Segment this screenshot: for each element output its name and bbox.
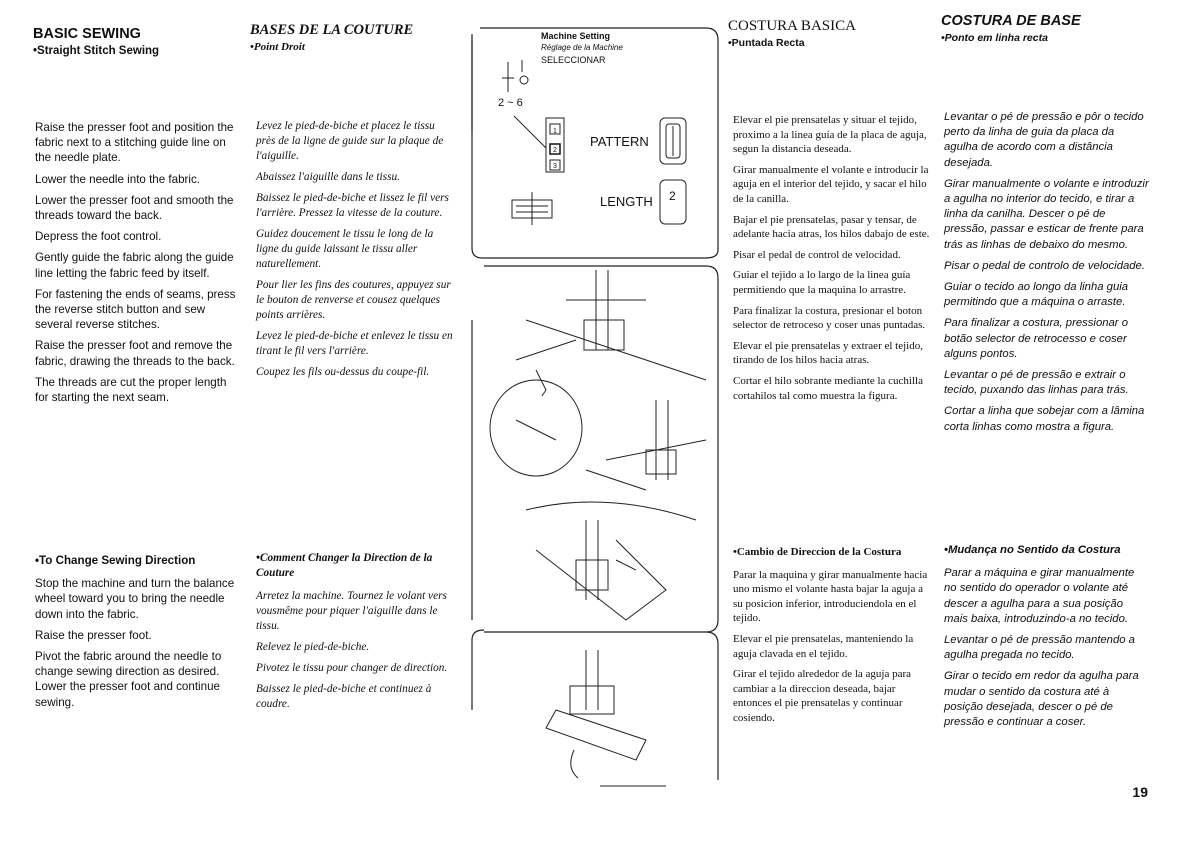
spanish-direction-title: •Cambio de Direccion de la Costura bbox=[733, 546, 902, 558]
portuguese-paragraph: Pisar o pedal de controlo de velocidade. bbox=[944, 259, 1145, 272]
french-direction-title: •Comment Changer la Direction de la Couture bbox=[256, 552, 433, 579]
french-direction-section bbox=[256, 551, 456, 718]
pivot-fabric-illustration bbox=[526, 502, 696, 620]
english-paragraph: Lower the presser foot and smooth the threads toward the back. bbox=[35, 193, 234, 223]
pattern-label: PATTERN bbox=[590, 134, 649, 149]
english-paragraph: Gently guide the fabric along the guide line letting the fabric feed by itself. bbox=[35, 251, 234, 280]
spanish-paragraph: Cortar el hilo sobrante mediante la cuchilla cortahilos tal como muestra la figura. bbox=[733, 374, 923, 402]
english-direction-title: •To Change Sewing Direction bbox=[35, 554, 196, 567]
thread-cutter-illustration bbox=[516, 400, 706, 490]
dial-number-3: 3 bbox=[553, 163, 557, 170]
french-paragraph: Abaissez l'aiguille dans le tissu. bbox=[256, 171, 400, 183]
portuguese-column bbox=[941, 13, 1161, 45]
spanish-paragraph: Pisar el pedal de control de velocidad. bbox=[733, 248, 901, 261]
english-paragraph: For fastening the ends of seams, press the reverse stitch button and sew several reverse stitches. bbox=[35, 287, 236, 332]
portuguese-paragraph: Girar manualmente o volante e introduzir a agulha no interior do tecido, e tirar a linha da canilha. Descer o pé de pressão, passar e esticar de frente para trás as linhas de debaixo do mesmo. bbox=[944, 177, 1149, 251]
english-paragraph: Depress the foot control. bbox=[35, 230, 162, 244]
spanish-paragraph: Guiar el tejido a lo largo de la linea guía permitiendo que la maquina lo arrastre. bbox=[733, 269, 911, 296]
spanish-paragraph: Elevar el pie prensatelas y situar el tejido, proximo a la linea guía de la placa de aguja, segun la distancia deseada. bbox=[733, 114, 927, 156]
presser-foot-guide-illustration bbox=[516, 270, 706, 396]
portuguese-paragraph: Guiar o tecido ao longo da linha guia permitindo que a máquina o arraste. bbox=[944, 281, 1129, 309]
english-paragraph: The threads are cut the proper length for starting the next seam. bbox=[35, 375, 227, 405]
sewing-illustrations bbox=[466, 20, 726, 800]
french-direction-paragraph: Baissez le pied-de-biche et continuez à coudre. bbox=[256, 683, 432, 710]
portuguese-body bbox=[944, 110, 1149, 441]
english-paragraph: Raise the presser foot and position the fabric next to a stitching guide line on the needle plate. bbox=[35, 121, 234, 165]
french-body bbox=[256, 119, 456, 386]
english-paragraph: Raise the presser foot and remove the fabric, drawing the threads to the back. bbox=[35, 339, 235, 368]
english-direction-paragraph: Raise the presser foot. bbox=[35, 628, 152, 642]
english-direction-section bbox=[35, 553, 245, 716]
spanish-paragraph: Girar manualmente el volante e introducir la aguja en el interior del tejido, y sacar el hilo de la canilla. bbox=[733, 163, 929, 205]
portuguese-paragraph: Levantar o pé de pressão e pôr o tecido perto da linha de guia da placa da agulha de acordo com a distância desejada. bbox=[944, 111, 1144, 169]
dial-number-1: 1 bbox=[553, 128, 557, 135]
french-paragraph: Baissez le pied-de-biche et lissez le fil vers l'arrière. Pressez la vitesse de la couture. bbox=[256, 192, 449, 219]
portuguese-subtitle: •Ponto em linha recta bbox=[941, 32, 1048, 44]
portuguese-title: COSTURA DE BASE bbox=[941, 13, 1081, 29]
portuguese-paragraph: Cortar a linha que sobejar com a lâmina corta linhas como mostra a figura. bbox=[944, 405, 1145, 433]
spanish-direction-paragraph: Parar la maquina y girar manualmente hacia uno mismo el volante hasta bajar la aguja a su posicion inferior, introduciendola en el tejido. bbox=[733, 568, 928, 625]
portuguese-direction-paragraph: Girar o tecido em redor da agulha para mudar o sentido da costura até à posição desejada, descer o pé de pressão e continuar a coser. bbox=[944, 670, 1139, 729]
english-subtitle: •Straight Stitch Sewing bbox=[33, 45, 160, 57]
english-body bbox=[35, 120, 240, 411]
spanish-direction-section bbox=[733, 545, 935, 732]
length-label: LENGTH bbox=[600, 194, 653, 209]
machine-setting-title: Machine Setting bbox=[541, 31, 611, 41]
portuguese-direction-paragraph: Levantar o pé de pressão mantendo a agulha pregada no tecido. bbox=[944, 634, 1135, 662]
spanish-paragraph: Bajar el pie prensatelas, pasar y tensar, de adelante hacia atras, los hilos dabajo de este. bbox=[733, 213, 930, 241]
machine-setting-title-fr: Réglage de la Machine bbox=[541, 43, 623, 52]
french-direction-paragraph: Pivotez le tissu pour changer de direction. bbox=[256, 662, 448, 674]
detail-circle-1 bbox=[490, 380, 582, 476]
tension-value: 2 ~ 6 bbox=[498, 97, 523, 109]
spanish-direction-paragraph: Girar el tejido alrededor de la aguja para cambiar a la direccion deseada, bajar entonces el pie prensatelas y continuar cosiendo. bbox=[733, 668, 912, 724]
english-paragraph: Lower the needle into the fabric. bbox=[35, 172, 200, 186]
presser-foot-icon bbox=[512, 192, 552, 225]
portuguese-direction-section bbox=[944, 543, 1149, 736]
spanish-title: COSTURA BASICA bbox=[728, 18, 856, 34]
portuguese-direction-paragraph: Parar a máquina e girar manualmente no sentido do operador o volante até descer a agulha para a sua posição mais baixa, introduzindo-a no tecido. bbox=[944, 567, 1135, 625]
dial-number-2: 2 bbox=[553, 147, 557, 154]
english-column bbox=[33, 26, 243, 58]
spanish-subtitle: •Puntada Recta bbox=[728, 37, 805, 49]
illustration-column bbox=[466, 20, 726, 800]
french-direction-paragraph: Relevez le pied-de-biche. bbox=[256, 641, 370, 653]
page-number: 19 bbox=[1132, 784, 1148, 800]
french-column bbox=[250, 22, 460, 54]
pivot-detail-illustration bbox=[546, 650, 666, 786]
french-direction-paragraph: Arretez la machine. Tournez le volant vers vousmême pour piquer l'aiguille dans le tissu. bbox=[256, 590, 447, 632]
spanish-column bbox=[728, 18, 928, 50]
spanish-paragraph: Elevar el pie prensatelas y extraer el tejido, tirando de los hilos hacia atras. bbox=[733, 339, 923, 367]
english-direction-paragraph: Stop the machine and turn the balance wheel toward you to bring the needle down into the fabric. bbox=[35, 577, 235, 621]
portuguese-direction-title: •Mudança no Sentido da Costura bbox=[944, 544, 1121, 556]
english-direction-paragraph: Pivot the fabric around the needle to change sewing direction as desired. Lower the presser foot and continue sewing. bbox=[35, 650, 222, 709]
french-paragraph: Pour lier les fins des coutures, appuyez sur le bouton de renverse et cousez quelques points arrières. bbox=[256, 279, 451, 321]
french-paragraph: Levez le pied-de-biche et enlevez le tissu en tirant le fil vers l'arrière. bbox=[256, 330, 453, 357]
french-paragraph: Guidez doucement le tissu le long de la ligne du guide laissant le tissu aller naturellement. bbox=[256, 228, 434, 270]
french-title: BASES DE LA COUTURE bbox=[250, 22, 414, 38]
length-value: 2 bbox=[669, 189, 676, 203]
english-title: BASIC SEWING bbox=[33, 26, 141, 42]
french-subtitle: •Point Droit bbox=[250, 41, 305, 53]
spanish-paragraph: Para finalizar la costura, presionar el boton selector de retroceso y coser unas puntadas. bbox=[733, 304, 926, 332]
french-paragraph: Levez le pied-de-biche et placez le tissu près de la ligne de guide sur la plaque de l'aiguille. bbox=[256, 120, 444, 162]
portuguese-paragraph: Para finalizar a costura, pressionar o botão selector de retrocesso e coser alguns pontos. bbox=[944, 317, 1128, 360]
machine-setting-title-es: SELECCIONAR bbox=[541, 55, 606, 65]
pattern-selector-icon bbox=[660, 118, 686, 164]
french-paragraph: Coupez les fils ou-dessus du coupe-fil. bbox=[256, 366, 430, 378]
spanish-direction-paragraph: Elevar el pie prensatelas, manteniendo la aguja clavada en el tejido. bbox=[733, 632, 914, 660]
spanish-body bbox=[733, 113, 931, 409]
portuguese-paragraph: Levantar o pé de pressão e extrair o tecido, puxando das linhas para trás. bbox=[944, 369, 1129, 397]
tension-icon bbox=[502, 60, 528, 92]
